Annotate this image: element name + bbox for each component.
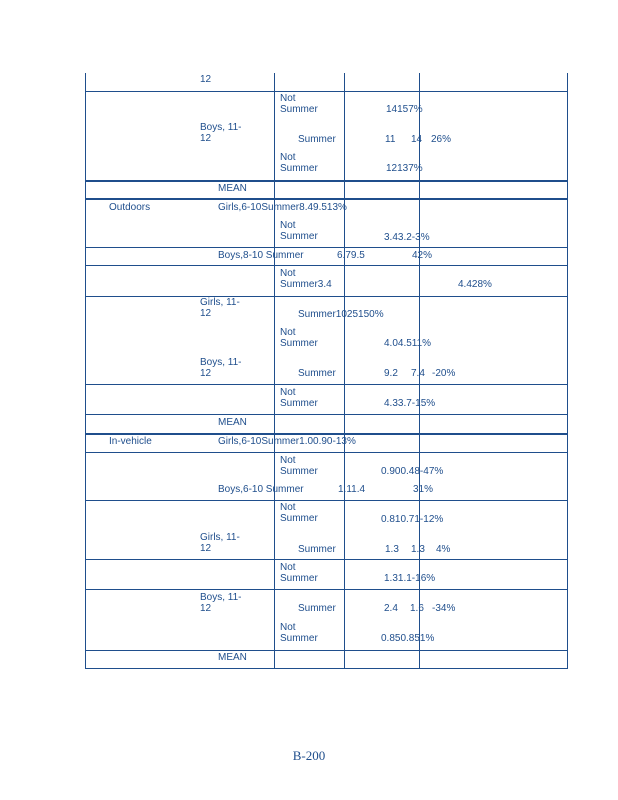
season-cell: Not Summer (280, 622, 318, 644)
mean-label: MEAN (218, 652, 247, 663)
table-row-divider (85, 589, 568, 590)
table-border-left (85, 73, 86, 669)
value-cell: 2.4 (384, 603, 398, 614)
page-number: B-200 (292, 748, 326, 763)
value-cell: 11 (385, 134, 396, 145)
season-cell: Not Summer (280, 152, 318, 174)
value-cell: 31% (413, 484, 434, 495)
group-cell: Boys,8-10 Summer (218, 250, 304, 261)
season-cell: Not Summer (280, 502, 318, 524)
season-cell: Summer (298, 603, 336, 614)
group-cell: Boys,6-10 Summer (218, 484, 304, 495)
table-row-divider (85, 559, 568, 560)
season-cell: Not Summer (280, 220, 318, 242)
table-border-bottom (85, 668, 568, 669)
values-cell: 1.31.1-16% (384, 573, 436, 584)
table-row-divider (85, 414, 568, 415)
season-cell (280, 93, 318, 115)
value-cell: 4% (436, 544, 451, 555)
row-text: Girls,6-10Summer1.00.90-13% (218, 436, 356, 447)
table-row-divider (85, 180, 568, 182)
season-cell: Not Summer (280, 387, 318, 409)
value-cell: 26% (431, 134, 452, 145)
values-cell: 3.43.2-3% (384, 232, 430, 243)
value-cell: 6.79.5 (337, 250, 365, 261)
season-cell: Not Summer (280, 562, 318, 584)
mean-label: MEAN (218, 183, 247, 194)
season-cell: Not Summer3.4 (280, 268, 332, 290)
season-cell: Summer (298, 134, 336, 145)
value-cell: 42% (412, 250, 433, 261)
value-cell: -34% (432, 603, 456, 614)
table-row-divider (85, 650, 568, 651)
season-cell: Summer (298, 544, 336, 555)
value-cell: 7.4 (411, 368, 425, 379)
mean-label: MEAN (218, 417, 247, 428)
values-cell: 4.428% (458, 279, 492, 290)
values-cell: 4.33.7-15% (384, 398, 436, 409)
table-row-divider (85, 452, 568, 453)
setting-cell: In-vehicle (109, 436, 152, 447)
season-text: Not Summer (280, 93, 318, 115)
season-cell: Summer (298, 368, 336, 379)
values-cell: 0.850.851% (381, 633, 435, 644)
row-text: Summer1025150% (298, 309, 384, 320)
value-cell: 1.3 (411, 544, 425, 555)
group-cell: Boys, 11- 12 (200, 122, 242, 144)
value-cell: 14 (411, 134, 423, 145)
value-cell: -20% (432, 368, 456, 379)
table-section-divider (85, 198, 568, 200)
group-cell: 12 (200, 74, 212, 85)
row-text: Girls,6-10Summer8.49.513% (218, 202, 347, 213)
values-cell: 4.04.511% (384, 338, 432, 349)
values-cell: 14157% (386, 104, 423, 115)
table-border-right (567, 73, 568, 669)
table-row-divider (85, 384, 568, 385)
value-cell: 1.6 (410, 603, 424, 614)
season-cell: Not Summer (280, 455, 318, 477)
values-cell: 0.900.48-47% (381, 466, 444, 477)
group-cell: Boys, 11- 12 (200, 592, 242, 614)
values-cell: 12137% (386, 163, 423, 174)
table-column-divider (274, 73, 275, 669)
value-cell: 1.11.4 (338, 484, 366, 495)
values-cell: 0.810.71-12% (381, 514, 444, 525)
value-cell: 9.2 (384, 368, 398, 379)
group-cell: Girls, 11- 12 (200, 297, 240, 319)
value-cell: 1.3 (385, 544, 399, 555)
setting-cell: Outdoors (109, 202, 151, 213)
table-column-divider (344, 73, 345, 669)
table-row-divider (85, 500, 568, 501)
table-section-divider (85, 433, 568, 435)
table-row-divider (85, 296, 568, 297)
table-row-divider (85, 265, 568, 266)
group-cell: Boys, 11- 12 (200, 357, 242, 379)
table-row-divider (85, 247, 568, 248)
season-cell: Not Summer (280, 327, 318, 349)
group-cell: Girls, 11- 12 (200, 532, 240, 554)
table-row-divider (85, 91, 568, 92)
